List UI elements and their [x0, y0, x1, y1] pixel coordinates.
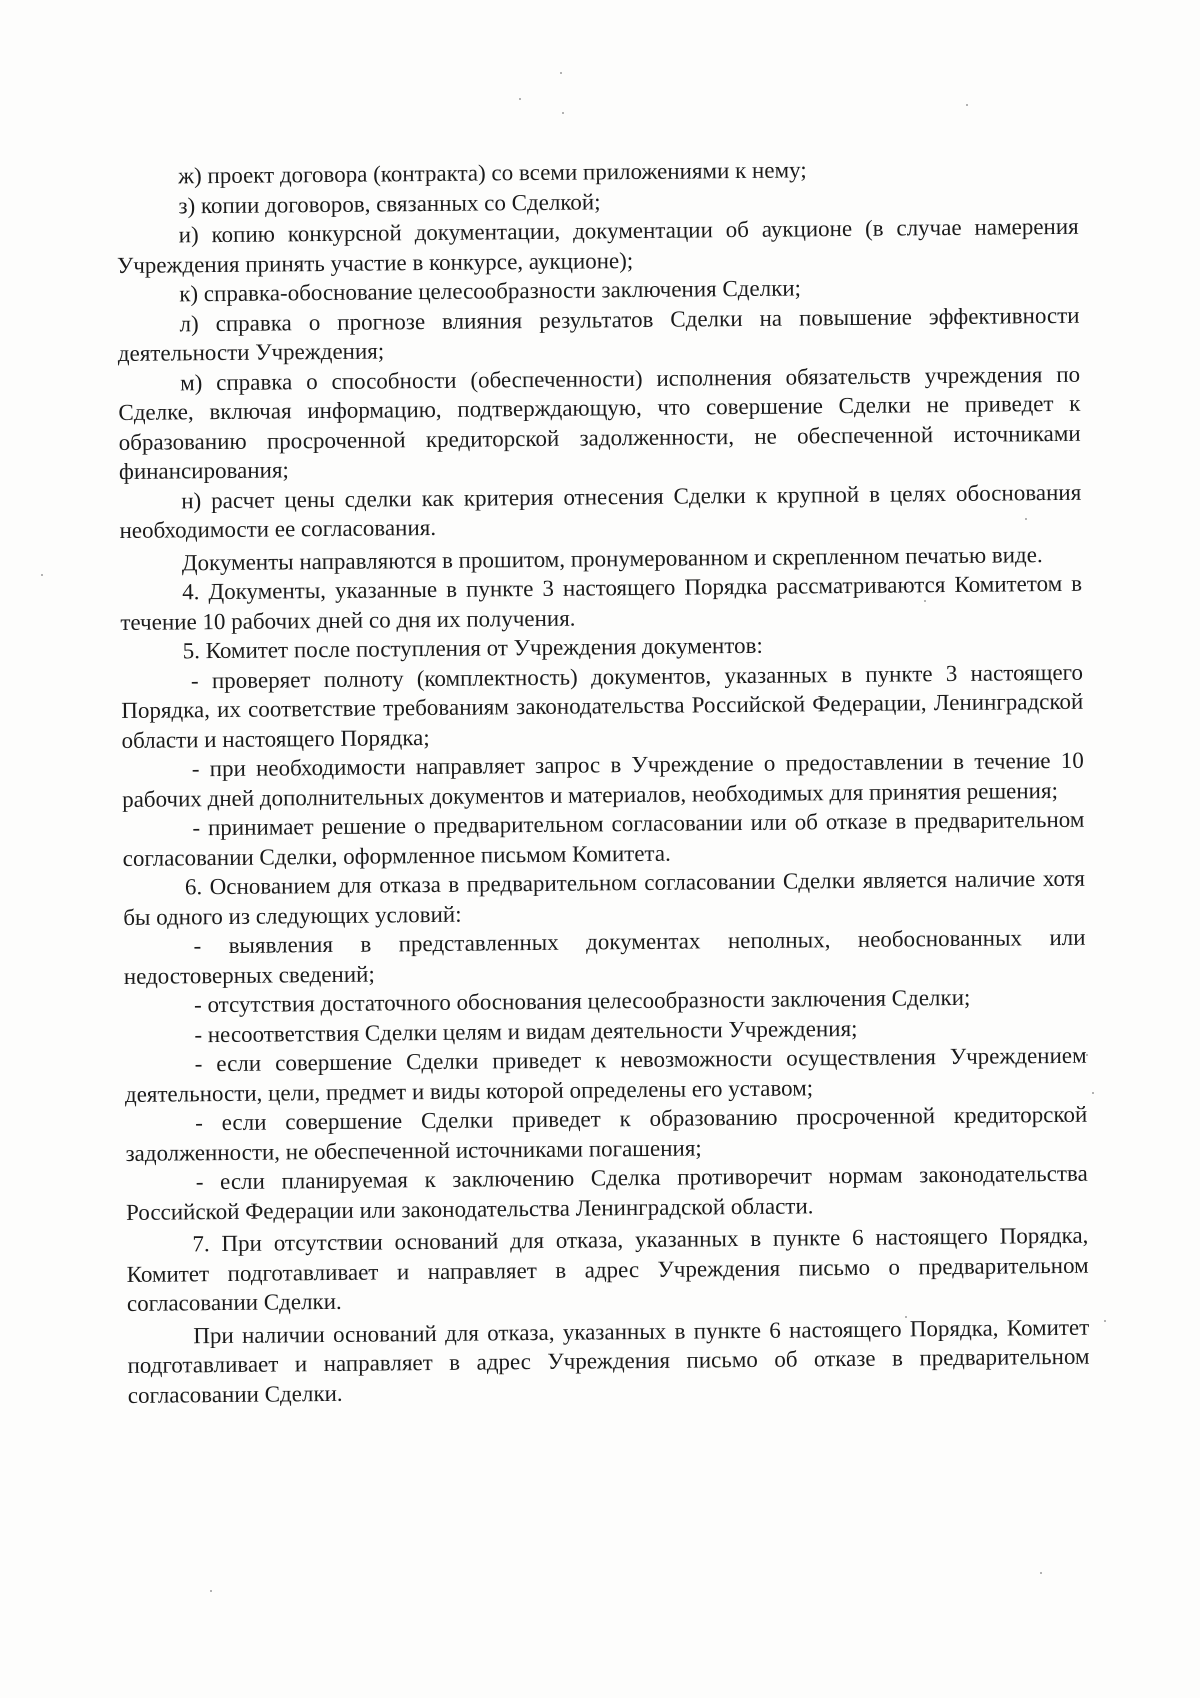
clause-6-item-3: - несоответствия Сделки целям и видам деятельности Учреждения; — [194, 1015, 858, 1047]
clause-7: 7. При отсутствии оснований для отказа, указанных в пункте 6 настоящего Порядка, Комитет подготавливает и направляет в адрес Учреждения письмо о предварительном согласовании Сделки. — [126, 1222, 1089, 1316]
clause-5: 5. Комитет после поступления от Учреждения документов: — [182, 632, 763, 664]
clause-6-item-6: - если планируемая к заключению Сделка противоречит нормам законодательства Российской Федерации или законодательства Ленинградской области. — [125, 1160, 1088, 1225]
list-item-n: н) расчет цены сделки как критерия отнесения Сделки к крупной в целях обоснования необходимости ее согласования. — [119, 479, 1082, 543]
clause-6-item-5: - если совершение Сделки приведет к образованию просроченной кредиторской задолженности, не обеспеченной источниками погашения; — [125, 1101, 1088, 1166]
clause-4: 4. Документы, указанные в пункте 3 настоящего Порядка рассматриваются Комитетом в течение 10 рабочих дней со дня их получения. — [120, 570, 1083, 635]
clause-6-item-2: - отсутствия достаточного обоснования целесообразности заключения Сделки; — [193, 984, 971, 1018]
list-item-z: з) копии договоров, связанных со Сделкой; — [178, 188, 601, 218]
clause-5-item-2: - при необходимости направляет запрос в Учреждение о предоставлении в течение 10 рабочих дней дополнительных документов и материалов, необходимых для принятия решения; — [121, 747, 1084, 812]
clause-6-item-4: - если совершение Сделки приведет к невозможности осуществления Учреждением деятельности, цели, предмет и виды которой определены его уставом; — [124, 1042, 1087, 1107]
clause-7-refusal: При наличии оснований для отказа, указанных в пункте 6 настоящего Порядка, Комитет подготавливает и направляет в адрес Учреждения письмо об отказе в предварительном согласовании Сделки. — [127, 1314, 1090, 1408]
clause-5-item-1: - проверяет полноту (комплектность) документов, указанных в пункте 3 настоящего Порядка, их соответствие требованиям законодательства Российской Федерации, Ленинградской области и настоящего Порядка; — [121, 659, 1084, 753]
paragraph-documents-form: Документы направляются в прошитом, пронумерованном и скрепленном печатью виде. — [181, 541, 1043, 575]
list-item-zh: ж) проект договора (контракта) со всеми приложениями к нему; — [178, 157, 807, 189]
list-item-m: м) справка о способности (обеспеченности) исполнения обязательств учреждения по Сделке, включая информацию, подтверждающую, что совершение Сделки не приведет к образованию просроченной кредиторской задолженности, не обеспеченной источниками финансирования; — [118, 361, 1081, 484]
clause-6: 6. Основанием для отказа в предварительном согласовании Сделки является наличие хотя бы одного из следующих условий: — [123, 865, 1086, 930]
clause-6-item-1: - выявления в представленных документах неполных, необоснованных или недостоверных сведений; — [123, 924, 1086, 989]
list-item-k: к) справка-обоснование целесообразности заключения Сделки; — [179, 275, 802, 307]
list-item-l: л) справка о прогнозе влияния результатов Сделки на повышение эффективности деятельности Учреждения; — [117, 302, 1080, 366]
list-item-i: и) копию конкурсной документации, документации об аукционе (в случае намерения Учреждения принять участие в конкурсе, аукционе); — [116, 213, 1079, 278]
document-body — [116, 153, 1090, 1410]
clause-5-item-3: - принимает решение о предварительном согласовании или об отказе в предварительном согласовании Сделки, оформленное письмом Комитета. — [122, 806, 1085, 871]
